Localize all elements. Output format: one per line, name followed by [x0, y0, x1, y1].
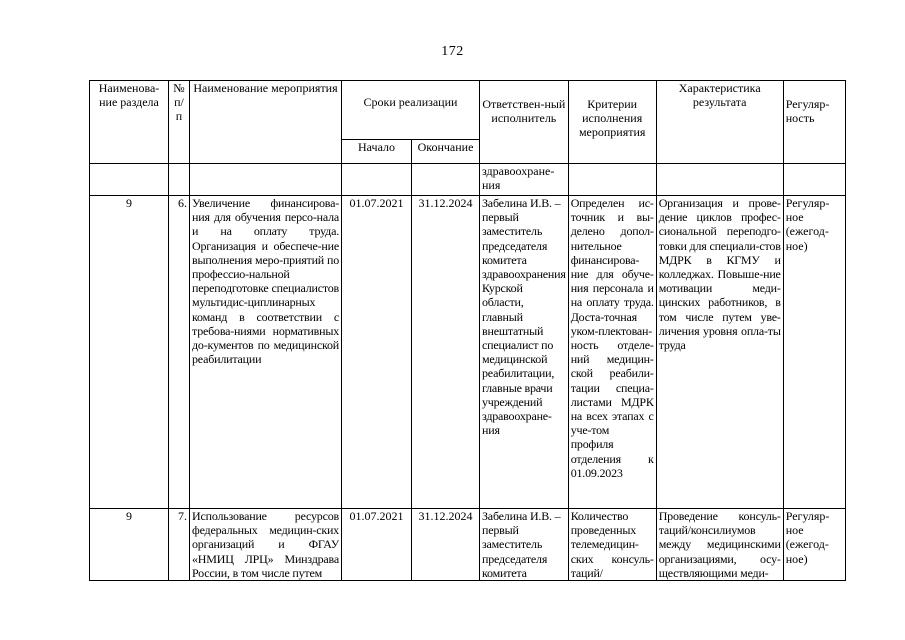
row-end: 31.12.2024 [412, 196, 480, 509]
header-event-name: Наименование мероприятия [190, 81, 342, 164]
row-number: 6. [169, 196, 190, 509]
row-event: Увеличение финансирова-ния для обучения персо-нала и на оплату труда. Организация и обеспече-ние выполнения меро-приятий по профессио-нальной переподготовке специалистов мультидис-циплинарных команд в соответствии с требова-ниями нормативных до-кументов по медицинской реабилитации [190, 196, 342, 509]
header-regularity: Регуляр-ность [783, 81, 845, 164]
header-number: № п/п [169, 81, 190, 164]
row-event: Использование ресурсов федеральных медицин-ских организаций и ФГАУ «НМИЦ ЛРЦ» Минздрава России, в том числе путем [190, 509, 342, 581]
row-responsible: Забелина И.В. – первый заместитель председателя комитета [480, 509, 569, 581]
header-criteria: Критерии исполнения мероприятия [568, 81, 656, 164]
row-end: 31.12.2024 [412, 509, 480, 581]
header-responsible: Ответствен-ный исполнитель [480, 81, 569, 164]
header-end: Окончание [412, 140, 480, 164]
continuation-row [90, 164, 846, 196]
header-timeframe: Сроки реализации [342, 81, 480, 140]
row-start: 01.07.2021 [342, 509, 412, 581]
row-number: 7. [169, 509, 190, 581]
row-criteria: Определен ис-точник и вы-делено допол-нительное финансирова-ние для обуче-ния персонала и на оплату труда. Доста-точная уком-плектован-ность отделе-ний медицин-ской реабили-тации специа-листами МДРК на всех этапах с уче-том профиля отделения к 01.09.2023 [568, 196, 656, 509]
header-section-name: Наименова-ние раздела [90, 81, 169, 164]
page-number: 172 [441, 44, 464, 59]
row-responsible: Забелина И.В. – первый заместитель председателя комитета здравоохранения Курской области, главный внештатный специалист по медицинской реабилитации, главные врачи учреждений здравоохране-ния [480, 196, 569, 509]
table-row [90, 196, 846, 509]
row-regularity: Регуляр-ное (ежегод-ное) [783, 196, 845, 509]
header-result: Характеристика результата [656, 81, 783, 164]
row-result: Организация и прове-дение циклов профес-сиональной переподго-товки для специали-стов МДРК в КГМУ и колледжах. Повыше-ние мотивации меди-цинских работников, в том числе путем уве-личения уровня опла-ты труда [656, 196, 783, 509]
row-section: 9 [90, 509, 169, 581]
row-regularity: Регуляр-ное (ежегод-ное) [783, 509, 845, 581]
plan-table [89, 80, 846, 581]
table-row [90, 509, 846, 581]
header-start: Начало [342, 140, 412, 164]
row-start: 01.07.2021 [342, 196, 412, 509]
header-row-1 [90, 81, 846, 140]
row-section: 9 [90, 196, 169, 509]
row-result: Проведение консуль-таций/консилиумов между медицинскими организациями, осу-ществляющими меди- [656, 509, 783, 581]
row-criteria: Количество проведенных телемедицин-ских консуль-таций/ [568, 509, 656, 581]
cont-responsible: здравоохране-ния [480, 164, 569, 196]
